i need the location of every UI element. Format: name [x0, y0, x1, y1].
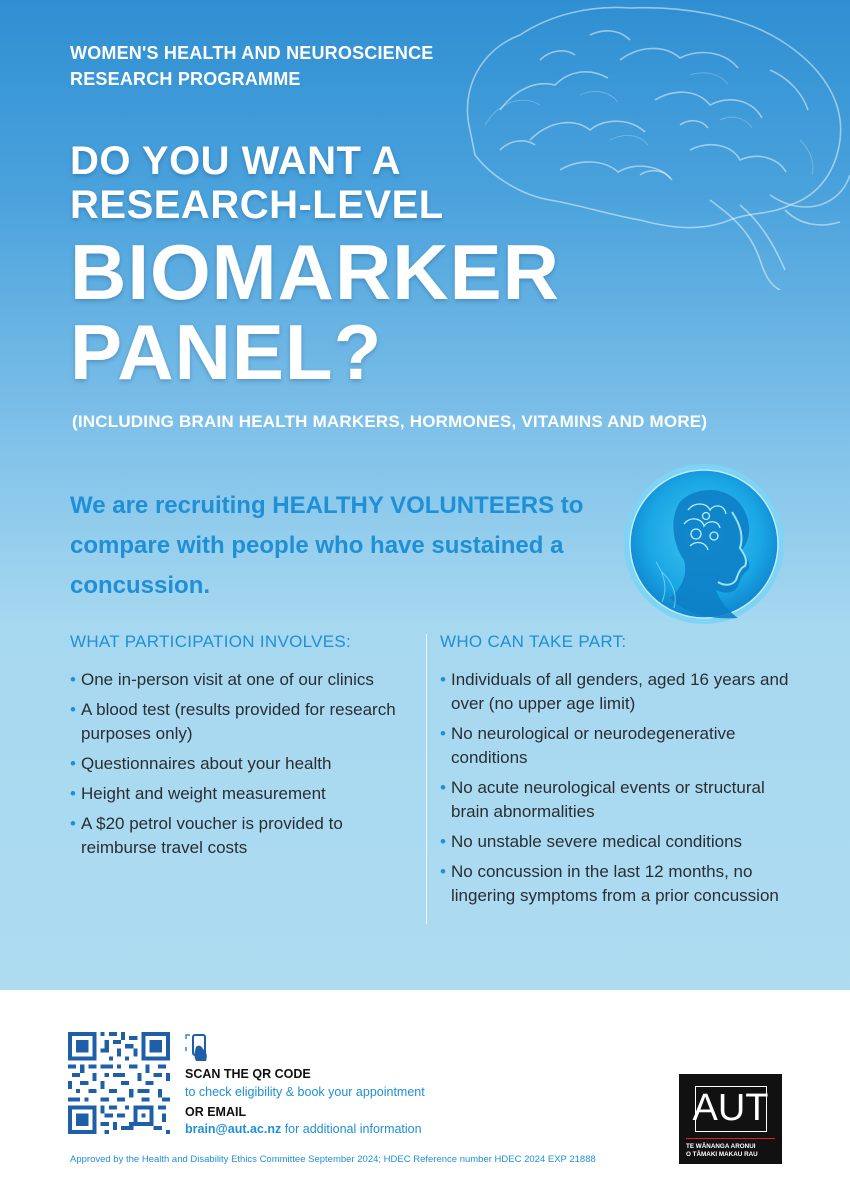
subtitle: (INCLUDING BRAIN HEALTH MARKERS, HORMONES, VITAMINS AND MORE)	[72, 412, 708, 431]
list-item	[70, 782, 415, 806]
list-item-text: No neurological or neurodegenerative conditions	[451, 724, 736, 767]
participation-list	[70, 668, 415, 860]
scan-description: to check eligibility & book your appointment	[185, 1085, 425, 1099]
bullet-icon: •	[70, 670, 76, 689]
list-item-text: Individuals of all genders, aged 16 years and over (no upper age limit)	[451, 670, 789, 713]
list-item-text: No unstable severe medical conditions	[451, 832, 743, 851]
aut-logo-line-1: TE WĀNANGA ARONUI	[686, 1143, 756, 1150]
eligibility-section	[440, 630, 790, 914]
eligibility-list	[440, 668, 790, 908]
list-item-text: A $20 petrol voucher is provided to reimburse travel costs	[81, 814, 343, 857]
list-item	[440, 722, 790, 770]
list-item	[70, 698, 415, 746]
email-link[interactable]: brain@aut.ac.nz	[185, 1122, 282, 1136]
bullet-icon: •	[70, 700, 76, 719]
list-item-text: No acute neurological events or structural brain abnormalities	[451, 778, 765, 821]
aut-logo-rule	[686, 1138, 775, 1139]
email-description: for additional information	[281, 1122, 422, 1136]
bullet-icon: •	[70, 814, 76, 833]
eligibility-heading: WHO CAN TAKE PART:	[440, 632, 627, 651]
participation-heading: WHAT PARTICIPATION INVOLVES:	[70, 632, 352, 651]
phone-scan-icon	[184, 1033, 214, 1063]
bullet-icon: •	[440, 862, 446, 881]
programme-line-2: RESEARCH PROGRAMME	[70, 69, 301, 89]
headline-line-3: BIOMARKER	[70, 228, 560, 316]
aut-logo-line-2: O TĀMAKI MAKAU RAU	[686, 1151, 758, 1158]
bullet-icon: •	[440, 778, 446, 797]
list-item	[70, 752, 415, 776]
ethics-approval: Approved by the Health and Disability Ethics Committee September 2024; HDEC Reference number HDEC 2024 EXP 21888	[70, 1154, 596, 1165]
bullet-icon: •	[70, 784, 76, 803]
list-item	[70, 812, 415, 860]
aut-logo	[679, 1074, 782, 1164]
list-item	[440, 776, 790, 824]
programme-line-1: WOMEN'S HEALTH AND NEUROSCIENCE	[70, 43, 434, 63]
email-label: OR EMAIL	[185, 1105, 247, 1119]
list-item-text: A blood test (results provided for research purposes only)	[81, 700, 396, 743]
email-line	[185, 1121, 422, 1138]
programme-title	[70, 40, 433, 92]
recruit-text-2: to compare with people who have sustained a concussion.	[70, 492, 584, 599]
bullet-icon: •	[70, 754, 76, 773]
recruitment-statement	[70, 486, 590, 606]
list-item-text: Height and weight measurement	[81, 784, 326, 803]
scan-label: SCAN THE QR CODE	[185, 1067, 311, 1081]
headline-line-4: PANEL?	[70, 308, 383, 396]
bullet-icon: •	[440, 832, 446, 851]
participation-section	[70, 630, 415, 866]
list-item	[70, 668, 415, 692]
list-item	[440, 860, 790, 908]
list-item	[440, 668, 790, 716]
woman-brain-medallion	[622, 462, 786, 626]
bullet-icon: •	[440, 670, 446, 689]
list-item-text: No concussion in the last 12 months, no lingering symptoms from a prior concussion	[451, 862, 779, 905]
aut-logo-wordmark: AUT	[692, 1087, 769, 1129]
bullet-icon: •	[440, 724, 446, 743]
list-item-text: Questionnaires about your health	[81, 754, 332, 773]
list-item	[440, 830, 790, 854]
column-divider	[426, 634, 427, 924]
recruit-highlight: HEALTHY VOLUNTEERS	[272, 492, 555, 519]
headline-line-2: RESEARCH-LEVEL	[70, 183, 444, 227]
recruit-text-1: We are recruiting	[70, 492, 273, 519]
list-item-text: One in-person visit at one of our clinics	[81, 670, 374, 689]
headline-line-1: DO YOU WANT A	[70, 139, 401, 183]
qr-code[interactable]	[68, 1032, 170, 1134]
